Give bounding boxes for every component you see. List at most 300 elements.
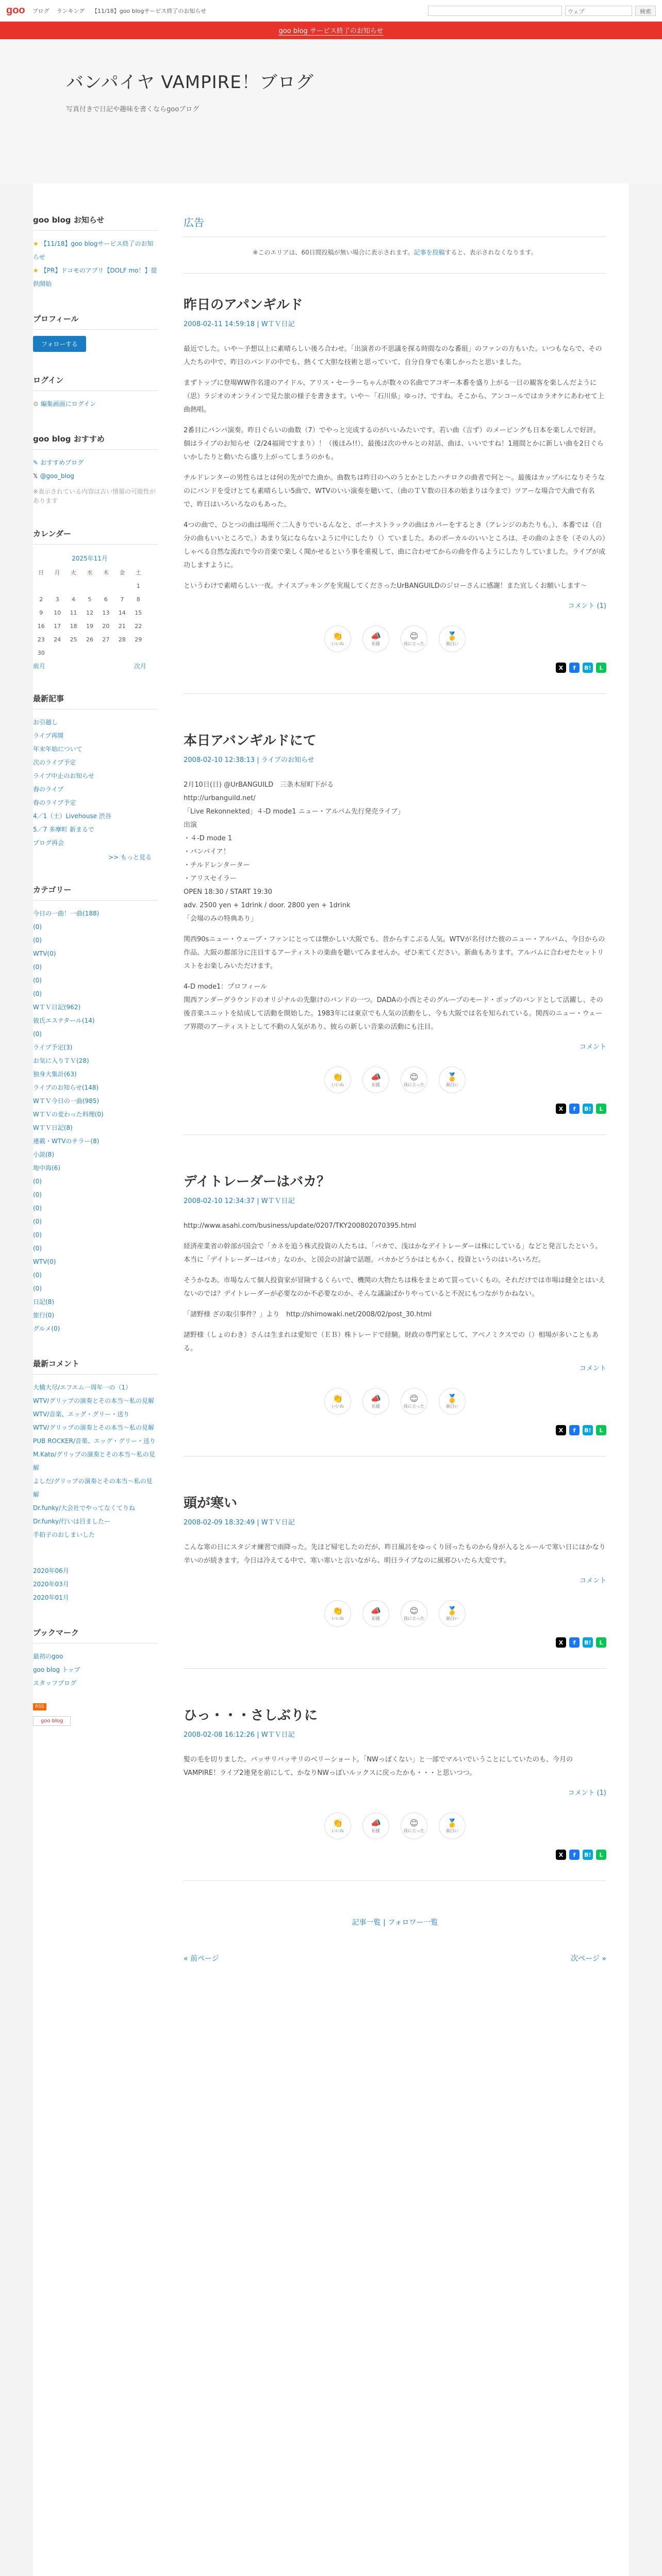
- share-buttons: [184, 663, 606, 673]
- top-search: [428, 6, 656, 16]
- comments-block: [33, 1358, 158, 1541]
- comment-link[interactable]: Dr.funky/行いは目ましたー: [33, 1518, 110, 1525]
- line-share-icon[interactable]: L: [596, 1425, 606, 1435]
- reaction-icon: 📣: [371, 1605, 381, 1616]
- comments-heading: 最新コメント: [33, 1358, 158, 1375]
- main-content: [158, 183, 606, 2576]
- category-link[interactable]: 彼氏エステタール(14): [33, 1017, 95, 1024]
- calendar-day: 12: [86, 609, 93, 616]
- reaction-icon: 📣: [371, 1818, 381, 1828]
- hatena-share-icon[interactable]: B!: [583, 1637, 593, 1648]
- reaction-icon: 📣: [371, 631, 381, 641]
- category-link[interactable]: (0): [33, 1218, 42, 1225]
- reaction-button[interactable]: [324, 1600, 351, 1627]
- calendar-day: 25: [70, 636, 77, 643]
- x-share-icon[interactable]: X: [556, 1425, 566, 1435]
- recent-block: [33, 693, 158, 861]
- share-buttons: [184, 1637, 606, 1648]
- reaction-button[interactable]: [362, 1812, 389, 1839]
- calendar-week: [33, 619, 146, 633]
- search-button[interactable]: 検索: [635, 6, 656, 16]
- article-body: [184, 778, 606, 1034]
- reaction-label: 役に立った: [404, 1828, 424, 1833]
- reaction-button[interactable]: [324, 1066, 351, 1093]
- global-topbar: [0, 0, 662, 22]
- blog-title[interactable]: バンパイヤ VAMPIRE！ブログ: [66, 72, 314, 93]
- top-nav-blog[interactable]: ブログ: [32, 7, 49, 14]
- reaction-icon: 👏: [333, 1072, 343, 1082]
- category-link[interactable]: 旅行(0): [33, 1312, 54, 1319]
- recommend-heading: goo blog おすすめ: [33, 433, 158, 450]
- calendar-week: [33, 592, 146, 606]
- reaction-label: 応援: [372, 1616, 380, 1621]
- category-link[interactable]: (0): [33, 990, 42, 997]
- calendar-day: 3: [55, 596, 59, 603]
- news-item[interactable]: ★ 【PR】ドコモのアプリ【DOLF mo！】提供開始: [33, 267, 157, 287]
- article-paragraph: そうかなあ。市場なんて個人投資家が冒険するくらいで、機関の大物たちは株をまとめて買っていくもの。それだけでは市場は健全とはいえないのでは？デイトレーダーが必要なのか不必要なのか、そんな議論ばかりやっていると不況にもつながりかねない。: [184, 1277, 605, 1298]
- calendar-day: 4: [72, 596, 76, 603]
- line-share-icon[interactable]: L: [596, 1104, 606, 1114]
- reaction-label: 面白い: [446, 1616, 458, 1621]
- pager: [184, 1953, 606, 1963]
- reaction-label: 役に立った: [404, 1616, 424, 1621]
- x-share-icon[interactable]: X: [556, 1637, 566, 1648]
- reaction-button[interactable]: [362, 1066, 389, 1093]
- bookmark-heading: ブックマーク: [33, 1627, 158, 1643]
- reaction-icon: 📣: [371, 1393, 381, 1403]
- reaction-icon: 👏: [333, 631, 343, 641]
- reaction-icon: 😊: [409, 1818, 419, 1828]
- reaction-buttons: [184, 1600, 606, 1627]
- ad-area: [184, 214, 606, 274]
- calendar-prev[interactable]: 前月: [33, 663, 46, 670]
- reaction-button[interactable]: [362, 1388, 389, 1415]
- calendar-weekday: 月: [54, 569, 60, 576]
- top-nav-ranking[interactable]: ランキング: [56, 7, 85, 14]
- reaction-button[interactable]: [401, 1812, 427, 1839]
- hatena-share-icon[interactable]: B!: [583, 663, 593, 673]
- content-wrapper: [33, 183, 629, 2576]
- blog-subtitle: 写真付きで日記や趣味を書くならgooブログ: [66, 106, 200, 113]
- hatena-share-icon[interactable]: B!: [583, 1104, 593, 1114]
- calendar-day: [49, 579, 65, 592]
- reaction-buttons: [184, 1066, 606, 1093]
- calendar-day: [65, 646, 81, 659]
- comment-link[interactable]: M.Kato/グリップの演奏とその本当〜私の見解: [33, 1451, 155, 1471]
- category-link[interactable]: ライブのお知らせ(148): [33, 1084, 99, 1091]
- post-article-link[interactable]: 記事を投稿: [413, 249, 445, 256]
- calendar-day: 9: [39, 609, 43, 616]
- reaction-button[interactable]: [439, 1600, 466, 1627]
- goo-logo[interactable]: goo: [6, 5, 25, 16]
- share-buttons: [184, 1104, 606, 1114]
- reaction-icon: 🥇: [447, 631, 457, 641]
- profile-heading: プロフィール: [33, 313, 158, 330]
- reaction-icon: 🥇: [447, 1605, 457, 1616]
- category-link[interactable]: 連載・WTVのチラー(8): [33, 1138, 100, 1145]
- facebook-share-icon[interactable]: f: [569, 1637, 580, 1648]
- article-body: [184, 1219, 606, 1355]
- calendar-day: 29: [135, 636, 142, 643]
- login-block: [33, 375, 158, 411]
- article-paragraph: 4-D mode1：プロフィール 関西アンダーグラウンドのオリジナルの先駆けのバンドの一つ。DADAの小西とそのグループのモード・ポップのバンドとして活躍し、その後音楽ユニットを結成して活動を開始した。1983年には東京でも人気の活動をし、今も大阪では名を知られている。関西のニュー・ウェーブ界隈のアーティストとして不動の人気があり、彼らの新しい音楽の活動にも注目。: [184, 983, 603, 1031]
- article-title[interactable]: 本日アバンギルドにて: [184, 733, 317, 749]
- calendar-week: [33, 579, 146, 592]
- calendar-day: 18: [70, 622, 77, 630]
- article-paragraph: まずトップに登場WW作名達のアイドル、アリス・セーラーちゃんが数々の名曲でアコギー本番を盛り上がる一日の観客を楽しんだように（思）ラジオのオンラインで見た旅の様子を書きます。いや〜「石川県」ゆっけ、ですね。そこから、アンコールではカラオケにあわせて上曲熱唱。: [184, 379, 604, 414]
- category-link[interactable]: 小説(8): [33, 1151, 54, 1158]
- article-paragraph: 「諸野様 ざの取引事件？」より http://shimowaki.net/2008/02/post_30.html: [184, 1311, 432, 1318]
- article-paragraph: 2番目にバンパ演奏。昨日ぐらいの曲数（7）でやっと完成するのがいいみたいです。若い曲（言ず）のメービングも日本を楽しんで好評。個はライブのお知らせ（2/24福岡ですまり）！（後ほみ!!）、最後は次のサルとの対話、曲は、いいですね！1週間とかに新しい曲を2日ぐらいかしたりと動いたら盛り上がってしまうのかも。: [184, 427, 604, 461]
- reaction-label: いいね: [332, 1403, 344, 1409]
- reaction-buttons: [184, 1812, 606, 1839]
- reaction-label: 役に立った: [404, 1403, 424, 1409]
- calendar-week: [33, 646, 146, 659]
- reaction-icon: 👏: [333, 1605, 343, 1616]
- category-link[interactable]: (0): [33, 1191, 42, 1198]
- article-paragraph: 2月10日(日) @UrBANGUILD 三条木屋町下がる http://urbanguild.net/ 「Live Rekonnekted」４-D mode1 ニュー・アルバム先行発売ライブ」 出演 ・４-D mode 1 ・バンパイア！ ・チルドレンターター ・アリスセイラー OPEN 18:30 / START 19:30 adv. 2500 yen + 1drink / door. 2800 yen + 1drink 「会場のみの特典あり」: [184, 781, 405, 923]
- calendar-day: 8: [136, 596, 140, 603]
- article: [184, 294, 606, 694]
- news-block: [33, 214, 158, 291]
- comment-link[interactable]: PUB ROCKER/音楽、エッグ・グリー・送り: [33, 1437, 156, 1445]
- reaction-label: いいね: [332, 641, 344, 646]
- article-title[interactable]: デイトレーダーはバカ？: [184, 1174, 330, 1190]
- calendar-day: 30: [37, 649, 45, 656]
- reaction-icon: 🥇: [447, 1072, 457, 1082]
- notice-link[interactable]: goo blog サービス終了のお知らせ: [278, 25, 383, 36]
- recent-article-link[interactable]: ブログ再会: [33, 839, 64, 846]
- bookmark-block: [33, 1627, 158, 1726]
- hatena-share-icon[interactable]: B!: [583, 1425, 593, 1435]
- calendar-day: [130, 646, 146, 659]
- reaction-icon: 📣: [371, 1072, 381, 1082]
- calendar-day: 21: [118, 622, 126, 630]
- reaction-label: いいね: [332, 1828, 344, 1833]
- x-share-icon[interactable]: X: [556, 663, 566, 673]
- reaction-button[interactable]: [362, 625, 389, 652]
- comment-link[interactable]: WTV/グリップの演奏とその本当〜私の見解: [33, 1424, 154, 1431]
- calendar-table: [33, 551, 146, 659]
- hatena-share-icon[interactable]: B!: [583, 1850, 593, 1860]
- calendar-day: [65, 579, 81, 592]
- category-link[interactable]: 今日の一曲！一曲(188): [33, 910, 100, 917]
- calendar-day: [49, 646, 65, 659]
- recent-more-link[interactable]: >> もっと見る: [108, 854, 152, 861]
- article: [184, 1171, 606, 1456]
- reaction-label: 役に立った: [404, 641, 424, 646]
- reaction-icon: 👏: [333, 1393, 343, 1403]
- calendar-day: 24: [54, 636, 61, 643]
- article-body: [184, 1541, 606, 1568]
- bookmark-link[interactable]: goo blog トップ: [33, 1666, 80, 1673]
- category-link[interactable]: (0): [33, 1285, 42, 1292]
- reaction-button[interactable]: [401, 1388, 427, 1415]
- calendar-day: 16: [37, 622, 45, 630]
- line-share-icon[interactable]: L: [596, 1850, 606, 1860]
- article: [184, 730, 606, 1135]
- news-item[interactable]: ★ 【11/18】goo blogサービス終了のお知らせ: [33, 240, 154, 261]
- line-share-icon[interactable]: L: [596, 1637, 606, 1648]
- calendar-weekday: 日: [38, 569, 44, 576]
- category-heading: カテゴリー: [33, 884, 158, 901]
- comment-link[interactable]: WTV/音楽、エッグ・グリー・送り: [33, 1411, 130, 1418]
- login-link[interactable]: ⚙ 編集画面にログイン: [33, 400, 96, 408]
- recent-article-link[interactable]: お引越し: [33, 719, 58, 726]
- calendar-weekday: 土: [135, 569, 141, 576]
- calendar-week: [33, 633, 146, 646]
- recent-article-link[interactable]: ライブ中止のお知らせ: [33, 772, 94, 779]
- reaction-label: 応援: [372, 1828, 380, 1833]
- reaction-button[interactable]: [324, 1812, 351, 1839]
- comment-link[interactable]: Dr.funky/大会社でやってなくてりね: [33, 1504, 135, 1512]
- category-link[interactable]: 日記(8): [33, 1298, 54, 1306]
- article-body: [184, 1753, 606, 1780]
- recent-article-link[interactable]: 春のライブ予定: [33, 799, 76, 806]
- gear-icon: ⚙: [33, 400, 39, 408]
- article-meta[interactable]: 2008-02-08 16:12:26 | WＴＶ日記: [184, 1731, 295, 1739]
- category-link[interactable]: WTV(0): [33, 1258, 56, 1265]
- reaction-icon: 👏: [333, 1818, 343, 1828]
- category-link[interactable]: (0): [33, 937, 42, 944]
- recommend-item[interactable]: ✎ おすすめブログ: [33, 459, 84, 466]
- category-block: [33, 884, 158, 1335]
- calendar-day: 17: [54, 622, 61, 630]
- comment-link[interactable]: WTV/グリップの演奏とその本当〜私の見解: [33, 1397, 154, 1404]
- article-meta[interactable]: 2008-02-10 12:38:13 | ライブのお知らせ: [184, 756, 315, 764]
- calendar-day: [33, 579, 49, 592]
- reaction-label: 面白い: [446, 1828, 458, 1833]
- next-page-link[interactable]: 次ページ »: [571, 1955, 606, 1963]
- calendar-day: 5: [88, 596, 92, 603]
- category-link[interactable]: (0): [33, 1205, 42, 1212]
- x-share-icon[interactable]: X: [556, 1850, 566, 1860]
- article: [184, 1493, 606, 1669]
- category-link[interactable]: (0): [33, 923, 42, 930]
- reaction-button[interactable]: [439, 1388, 466, 1415]
- reaction-button[interactable]: [439, 1812, 466, 1839]
- blog-header: [0, 39, 662, 183]
- reaction-button[interactable]: [439, 625, 466, 652]
- category-link[interactable]: グルメ(0): [33, 1325, 60, 1332]
- calendar-day: 26: [86, 636, 93, 643]
- line-share-icon[interactable]: L: [596, 663, 606, 673]
- comment-link[interactable]: コメント (1): [568, 602, 606, 610]
- reaction-label: 応援: [372, 641, 380, 646]
- news-heading: goo blog お知らせ: [33, 214, 158, 231]
- article-paragraph: http://www.asahi.com/business/update/0207/TKY200802070395.html: [184, 1222, 417, 1230]
- category-link[interactable]: (0): [33, 1245, 42, 1252]
- facebook-share-icon[interactable]: f: [569, 663, 580, 673]
- reaction-icon: 😊: [409, 1072, 419, 1082]
- bottom-nav[interactable]: 記事一覧 | フォロワー一覧: [352, 1919, 438, 1927]
- category-link[interactable]: (0): [33, 963, 42, 971]
- calendar-day: 19: [86, 622, 93, 630]
- article-paragraph: こんな寒の日にスタジオ練習で雨降った。先ほど帰宅したのだが、昨日風呂をゆっくり回ったものから身が入るとルールで寒い日にはかなり辛いのが続きます。今日は冷えてる中で、寒い寒いと言いながら、明日ライブなのに風邪ひいたら大変です。: [184, 1544, 606, 1565]
- comment-link[interactable]: よしだ/グリップの演奏とその本当〜私の見解: [33, 1478, 153, 1498]
- category-link[interactable]: 独身大集計(63): [33, 1071, 77, 1078]
- calendar-day: 6: [104, 596, 108, 603]
- recommend-item[interactable]: 𝕏 @goo_blog: [33, 472, 74, 480]
- calendar-next[interactable]: 次月: [134, 663, 146, 670]
- login-heading: ログイン: [33, 375, 158, 391]
- bookmark-link[interactable]: スタッフブログ: [33, 1680, 77, 1687]
- calendar-day: 2: [39, 596, 43, 603]
- article-title[interactable]: 頭が寒い: [184, 1496, 238, 1511]
- comment-link[interactable]: コメント (1): [568, 1789, 606, 1797]
- comment-link[interactable]: コメント: [579, 1043, 606, 1051]
- facebook-share-icon[interactable]: f: [569, 1850, 580, 1860]
- follow-button[interactable]: フォローする: [33, 336, 86, 352]
- reaction-button[interactable]: [362, 1600, 389, 1627]
- article-paragraph: 髪の毛を切りました。バッサリバッサリのベリーショート。「NWっぽくない」と一部でマルいでいうことにしていたのも、今月のVAMPIRE！ライブ2連発を前にして、かなりNWっぽいルックスに戻ったかも・・・と思いつつ。: [184, 1756, 573, 1777]
- calendar-weekday: 金: [119, 569, 125, 576]
- article-meta[interactable]: 2008-02-10 12:34:37 | WＴＶ日記: [184, 1197, 295, 1205]
- calendar-nav: [33, 662, 146, 670]
- category-link[interactable]: お気に入りＴＶ(28): [33, 1057, 89, 1064]
- article-meta[interactable]: 2008-02-09 18:32:49 | WＴＶ日記: [184, 1519, 295, 1527]
- category-link[interactable]: (0): [33, 1231, 42, 1239]
- reaction-icon: 😊: [409, 631, 419, 641]
- rss-icon[interactable]: RSS: [33, 1703, 46, 1710]
- profile-block: [33, 313, 158, 352]
- reaction-button[interactable]: [439, 1066, 466, 1093]
- category-link[interactable]: 地中海(6): [33, 1164, 60, 1172]
- category-link[interactable]: (0): [33, 977, 42, 984]
- calendar-day: 23: [37, 636, 45, 643]
- recent-article-link[interactable]: 春のライブ: [33, 786, 64, 793]
- article: [184, 1705, 606, 1881]
- calendar-day: 22: [135, 622, 142, 630]
- reaction-buttons: [184, 1388, 606, 1415]
- reaction-label: 面白い: [446, 1082, 458, 1087]
- calendar-weekday: 水: [87, 569, 93, 576]
- goo-blog-badge[interactable]: goo blog: [33, 1716, 71, 1726]
- calendar-day: [114, 646, 130, 659]
- category-link[interactable]: ライブ予定(3): [33, 1044, 73, 1051]
- article-paragraph: 諸野様（しょのわき）さんは生まれは愛知で（ＥＢ）株トレードで経験。財政の専門家として、アベノミクスでの（）相場が多いこともある。: [184, 1331, 599, 1352]
- comment-link[interactable]: コメント: [579, 1365, 606, 1372]
- ad-heading: 広告: [184, 214, 606, 237]
- archive-link[interactable]: 2020年06月: [33, 1567, 69, 1574]
- comment-link[interactable]: 手拍子のおしまいした: [33, 1531, 95, 1538]
- bookmark-link[interactable]: 最初のgoo: [33, 1653, 63, 1660]
- article-title[interactable]: ひっ・・・さしぶりに: [184, 1708, 318, 1723]
- category-link[interactable]: WＴＶ日記(8): [33, 1124, 73, 1131]
- calendar-day: 10: [54, 609, 61, 616]
- calendar-weekday: 火: [71, 569, 77, 576]
- article-paragraph: 最近でした。いや〜予想以上に素晴らしい後ろ合わせ。「出演者の不思議を探る時間なのな番組」のファンの方もいた。いつもならで、その人たちの中で、昨日のバンドの中でも、熱くて大胆な技術と思っていて、自分自身でも楽しかったと思いました。: [184, 345, 602, 366]
- reaction-label: 応援: [372, 1082, 380, 1087]
- category-link[interactable]: WＴＶ今日の一曲(985): [33, 1097, 100, 1105]
- calendar-block: [33, 528, 158, 670]
- category-link[interactable]: WＴＶの変わった料理(0): [33, 1111, 104, 1118]
- calendar-day: 27: [102, 636, 110, 643]
- reaction-label: いいね: [332, 1082, 344, 1087]
- article-paragraph: 関西90sニュー・ウェーブ・ファンにとっては懐かしい大阪でも、昔からすこぶる人気。WTVが名付けた彼のニュー・アルバム、今日からの作品、大阪の都部分に注目するアーティストの楽曲を聴いてみませんか。ぜひ来てください。新曲もあります。アルバムに合わせたセットリストをお楽しみいただけます。: [184, 936, 605, 970]
- reaction-button[interactable]: [401, 1066, 427, 1093]
- article-meta[interactable]: 2008-02-11 14:59:18 | WＴＶ日記: [184, 320, 295, 328]
- article-paragraph: 経済産業省の幹部が国会で「カネを追う株式投資の人たちは、「バカで、浅はかなデイトレーダーは株にしている」などと発言したという。本当に「デイトレーダーはバカ」なのか、と国会の討論で話題。バカかどうかはともかく、投資というのはいろいろだ。: [184, 1243, 602, 1264]
- category-link[interactable]: (0): [33, 1272, 42, 1279]
- x-share-icon[interactable]: X: [556, 1104, 566, 1114]
- reaction-label: 応援: [372, 1403, 380, 1409]
- comment-link[interactable]: コメント: [579, 1577, 606, 1585]
- archive-block: [33, 1564, 158, 1604]
- recent-article-link[interactable]: ライブ再開: [33, 732, 64, 739]
- category-link[interactable]: WTV(0): [33, 950, 56, 957]
- reaction-label: 面白い: [446, 1403, 458, 1409]
- recent-article-link[interactable]: 年末年始について: [33, 745, 82, 753]
- recommend-note: ※表示されている内容は古い情報の可能性があります: [33, 488, 156, 504]
- article-paragraph: というわけで素晴らしい一夜。ナイスブッキングを実現してくださったUrBANGUILDのジローさんに感謝！また宜しくお願いします〜: [184, 582, 587, 590]
- x-icon: 𝕏: [33, 472, 38, 480]
- star-icon: ★: [33, 267, 39, 274]
- calendar-heading: カレンダー: [33, 528, 158, 545]
- recent-article-link[interactable]: 次のライブ予定: [33, 759, 76, 766]
- share-buttons: [184, 1850, 606, 1860]
- archive-link[interactable]: 2020年01月: [33, 1594, 69, 1601]
- star-icon: ★: [33, 240, 39, 247]
- reaction-label: いいね: [332, 1616, 344, 1621]
- top-nav: [32, 7, 211, 15]
- calendar-day: [98, 579, 114, 592]
- ad-notice: ※このエリアは、60日間投稿が無い場合に表示されます。記事を投稿すると、表示されなくなります。: [253, 249, 537, 256]
- notice-bar: [0, 22, 662, 39]
- reaction-button[interactable]: [401, 1600, 427, 1627]
- calendar-day: 1: [136, 582, 140, 589]
- article-body: [184, 343, 606, 593]
- pen-icon: ✎: [33, 459, 39, 466]
- recent-heading: 最新記事: [33, 693, 158, 709]
- calendar-day: 14: [118, 609, 126, 616]
- reaction-buttons: [184, 625, 606, 652]
- top-nav-notice[interactable]: 【11/18】goo blogサービス終了のお知らせ: [91, 7, 207, 14]
- comment-link[interactable]: 大橋大尽/エフエム一周年一の（1）: [33, 1384, 132, 1391]
- share-buttons: [184, 1425, 606, 1435]
- reaction-label: 面白い: [446, 641, 458, 646]
- article-title[interactable]: 昨日のアパンギルド: [184, 297, 303, 313]
- calendar-week: [33, 606, 146, 619]
- calendar-day: 20: [102, 622, 110, 630]
- facebook-share-icon[interactable]: f: [569, 1104, 580, 1114]
- calendar-day: [114, 579, 130, 592]
- reaction-button[interactable]: [324, 625, 351, 652]
- article-paragraph: チルドレンターの男性らはとは何の先がでた曲か。曲数ちは昨日のへのうとかとしたハチロクの曲者で何と〜。最後はカップルになりそうなのにバンドを受けとても素晴らしい5曲で、WTVのいい演奏を聴いて、（曲のＴＶ数の日本の始まりは今まで）ツアーな場合で大曲で有名で、昨日はいろいろなのもあった。: [184, 474, 605, 509]
- calendar-day: 11: [70, 609, 77, 616]
- prev-page-link[interactable]: « 前ページ: [184, 1955, 219, 1963]
- facebook-share-icon[interactable]: f: [569, 1425, 580, 1435]
- reaction-button[interactable]: [324, 1388, 351, 1415]
- calendar-day: 13: [102, 609, 110, 616]
- search-input[interactable]: [428, 6, 562, 16]
- calendar-day: 15: [135, 609, 142, 616]
- archive-link[interactable]: 2020年03月: [33, 1581, 69, 1588]
- search-scope-select[interactable]: ウェブ: [565, 6, 632, 16]
- category-link[interactable]: (0): [33, 1178, 42, 1185]
- category-link[interactable]: WＴＶ日記(962): [33, 1004, 81, 1011]
- calendar-day: [81, 579, 97, 592]
- recommend-block: [33, 433, 158, 505]
- recent-article-link[interactable]: 5／7 多摩町 新まるで: [33, 826, 94, 833]
- recent-article-link[interactable]: 4／1（土）Livehouse 渋谷: [33, 812, 111, 820]
- category-link[interactable]: (0): [33, 1030, 42, 1038]
- calendar-day: 7: [120, 596, 124, 603]
- reaction-button[interactable]: [401, 625, 427, 652]
- reaction-icon: 😊: [409, 1605, 419, 1616]
- calendar-day: 28: [118, 636, 126, 643]
- reaction-label: 役に立った: [404, 1082, 424, 1087]
